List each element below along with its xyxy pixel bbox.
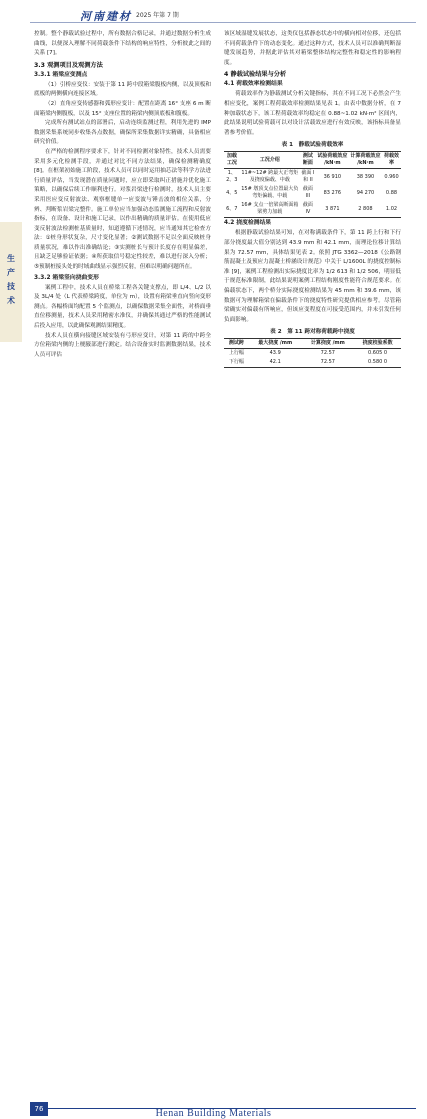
table-cell: 83 276 (323, 189, 342, 196)
table-header-row (224, 152, 401, 169)
paragraph: 该区域湿缝发展状态，这类仪包括静态状态中的横向相对位移，还包括不同荷载条件下的动态变化。通过这种方式，技术人员可以准确判断湿缝发展趋势，并据此评估其对箱梁整体结构完整性和稳定性的影响程度。 (224, 31, 401, 66)
page-header (0, 0, 427, 34)
paragraph: 技术人员在横向接缝区域安装有弓形应变计，对第 11 跨的中跨全方位箱梁内侧的上梗腋部进行测定。结合设备实时监测数据结果，技术人员可评估 (34, 332, 211, 358)
table-cell: 0.580 0 (368, 359, 388, 366)
section-heading-4-2: 4.2 挠度检测结果 (224, 220, 272, 227)
left-column (34, 30, 211, 360)
table-header-cell: 测试断面 (302, 153, 313, 167)
table-cell: 6、7 (226, 205, 238, 212)
table-cell: 上行幅 (228, 350, 244, 357)
paragraph: （1）引桥应变仪：安装于第 11 跨中段箱梁腹板内侧，以及顶板和底板的两侧横向连接区域。 (34, 81, 211, 98)
table-cell: 1.02 (385, 205, 398, 212)
paragraph: 控制。整个静载试验过程中，所有数据合格记录，并通过数据分析生成曲线，以便深入理解不同荷载条件下结构的响应特性，分析彼此之间的关系 [7]。 (34, 31, 211, 57)
table-cell: 截面 IV (302, 202, 313, 216)
page-number: 76 (30, 1102, 48, 1116)
page-footer (0, 546, 427, 1119)
table-cell: 下行幅 (228, 359, 244, 366)
table-cell: 15# 墩顶支点位置最大负弯矩偏载、中载 (241, 186, 299, 200)
table-header-cell: 加载工况 (226, 153, 237, 167)
table-header-cell: 计算荷载效应 /kN·m (350, 153, 381, 167)
issue-label: 2025 年第 7 期 (136, 12, 179, 19)
table1-caption: 表 1 静载试验荷载效率 (281, 142, 344, 149)
table-cell: 36 910 (323, 173, 342, 180)
table-cell: 1、2、3 (226, 170, 238, 184)
table-cell: 94 270 (356, 189, 375, 196)
table-cell: 72.57 (320, 350, 335, 357)
header-rule (30, 22, 416, 23)
table-cell: 43.9 (269, 350, 281, 357)
table-row (224, 349, 401, 359)
right-column (224, 30, 401, 368)
table-header-row (224, 339, 401, 349)
table2-caption: 表 2 第 11 跨对称荷载跨中挠度 (270, 329, 355, 336)
table-cell: 0.960 (384, 173, 399, 180)
table-cell: 11#~12# 跨最大正弯矩及挠度偏载、中载 (241, 170, 299, 184)
table-header-cell: 荷载效率 (383, 153, 399, 167)
table-header-cell: 测试跨 (228, 340, 244, 347)
section-side-tab (0, 222, 22, 342)
table2 (224, 338, 401, 368)
table-header-cell: 挠度校验系数 (362, 340, 393, 347)
paragraph: （2）直角应变传感器和弧形应变计：配置在距离 16° 支座 6 m 断面箱梁内侧腹板，以及 15° 支座位置的箱梁内侧顶底板和腹板。 (34, 100, 211, 117)
journal-logo: 河南建材 (80, 10, 132, 23)
table-cell: 2 808 (358, 205, 373, 212)
table-header-cell: 工况介绍 (259, 156, 280, 163)
section-heading-3-3-1: 3.3.1 箱梁应变测点 (34, 71, 88, 78)
table-row (224, 358, 401, 368)
table1 (224, 151, 401, 218)
table-header-cell: 试验荷载效应 /kN·m (317, 153, 348, 167)
section-heading-3-3-2: 3.3.2 箱梁竖向挠曲变形 (34, 274, 99, 281)
table-cell: 截面 III (302, 186, 313, 200)
section-heading-4: 4 静载试验结果与分析 (224, 71, 287, 79)
section-heading-4-1: 4.1 荷载效率检测结果 (224, 81, 283, 88)
table-cell: 4、5 (226, 189, 238, 196)
table-cell: 72.57 (320, 359, 335, 366)
section-heading-3-3: 3.3 观测项目及观测方法 (34, 61, 103, 69)
table-cell: 3 871 (325, 205, 340, 212)
table-header-cell: 最大挠度 /mm (258, 340, 293, 347)
paragraph: 完成所有测试站点的部署后，启动连续监测过程，利用先进的 IMP 数据采集系统同步收集各点数据，确保所采集数据详实精确，具备相应研究价值。 (34, 120, 211, 146)
table-cell: 38 390 (356, 173, 375, 180)
table-header-cell: 计算挠度 /mm (310, 340, 345, 347)
journal-english-name: Henan Building Materials (155, 1108, 272, 1119)
table-row (224, 201, 401, 218)
table-row (224, 169, 401, 186)
table-cell: 0.88 (385, 189, 398, 196)
paragraph: 案例工程中，技术人员在桥梁工程各关键支撑点，即 L/4、L/2 以及 3L/4 处（L 代表桥梁跨度，单位为 m），设置有箱梁垂直向竖向变形测点。各幅桥面均配置 5 个监测点，以确保数据采集全面性，对桥面垂直位移测量，技术人员采用精密水准仪，并确保其通过严格的性能测试后投入应用，以此确保观测结果精度。 (34, 284, 211, 330)
table-cell: 16# 支点一倍梁高断面箱梁剪力加载 (241, 202, 299, 216)
table-cell: 截面 I 和 II (301, 170, 315, 184)
table-cell: 0.605 0 (368, 350, 388, 357)
paragraph: 在严格的检测程序要求下，针对不同检测对象特性，技术人员需要采用多元化检测手段，并通过对比不同方法结果，确保检测精确度 [8]。在框架初始施工阶段，技术人员可以同时运用抽芯法等科学方法进行质量评估，当发现潜在质量问题时，应立即采取纠正措施并优化施工策略，以确保后续工作顺利进行。对浆岩梁进行检测时，技术人员主要采用医应变反射波法、观察框缝单一应变波与锤击波的相位关系，分辨、判断浆岩梁完整件。施工单位应当加强动态监测施工流程和反射波指标，在设备、设计和施工记录，以作出精确的质量评估。在使用低应变反射波法检测桩基质量时，知道遵循下述情况，应当通知其它检查方法：①桩身形状复杂，尺寸变化显著；②测试数据不足以全面反映桩身质量状况，难以作出准确结论；③实测桩长与预计长度存在明显偏差，且缺乏足够验证依据；④所获取信号稳定性较差，难以进行深入分析；⑤预制桩接头处的时域曲线显示强烈反射，但难以明确问题所在。 (34, 148, 211, 271)
side-tab-label: 生产技术 (7, 254, 15, 305)
table-row (224, 185, 401, 201)
paragraph: 荷载效率作为静载测试分析关键指标，其在不同工况下必然会产生相应变化，案例工程荷载效率检测结果见表 1。由表中数据分析，在 7 种加载状态下，该工程荷载效率均稳定在 0.88~1.02 kN·m² 区间内，此结果说明试验荷载可以对设计活载效应进行有效反映，该指标具备显著参考价值。 (224, 91, 401, 136)
paragraph: 根据静载试验结果可知，在对称满载条件下，第 11 跨上行和下行部分挠度最大值分别达到 43.9 mm 和 42.1 mm，而理论位移计算结果为 72.57 mm，具体结果见表 2。依照 JTG 3362—2018《公路钢筋混凝土及预应力混凝土桥涵设计规范》中关于 L/1600L 的挠度控制标准 [9]，案例工程检测出实际挠度比率为 1/2 613 和 1/2 506，明显低于规范标准限制，此结果说明案例工程结构刚度性能符合规范要求。在偏载状态下，两个桥分实际挠度检测结果为 45 mm 和 39.6 mm，该数据可为理解箱梁在偏载条件下的挠度特性研究提供相应参考。尽管箱梁确实对偏载有所响应，但该应变程度在可接受范围内，并未引发任何负面影响。 (224, 230, 401, 323)
table-cell: 42.1 (269, 359, 281, 366)
